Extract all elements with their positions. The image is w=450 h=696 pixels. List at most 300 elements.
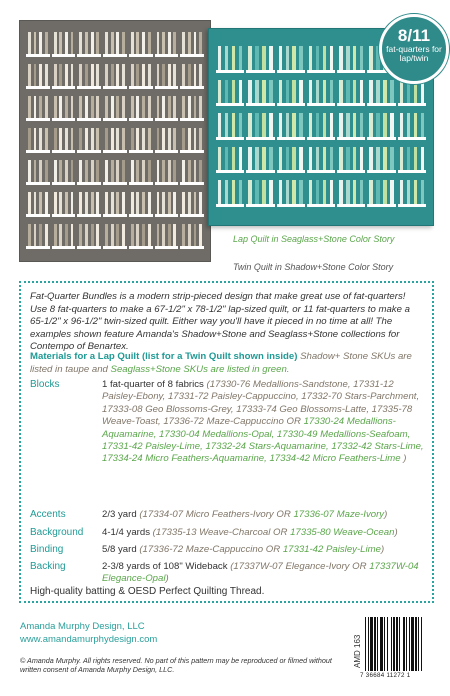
quilt-strip	[111, 64, 114, 86]
quilt-strip	[111, 32, 114, 54]
website-link[interactable]: www.amandamurphydesign.com	[20, 634, 158, 645]
quilt-strip	[262, 80, 265, 104]
quilt-strip	[173, 128, 176, 150]
quilt-strip	[316, 113, 319, 137]
quilt-strip	[279, 113, 282, 137]
quilt-strip	[162, 128, 165, 150]
badge-number: 8/11	[397, 26, 431, 45]
quilt-strip	[34, 128, 37, 150]
quilt-strip	[182, 160, 185, 182]
quilt-strip	[390, 147, 393, 171]
quilt-strip	[148, 160, 151, 182]
quilt-bar	[277, 204, 305, 207]
quilt-strip	[148, 224, 151, 246]
quilt-strip	[162, 160, 165, 182]
quilt-bar	[77, 54, 101, 57]
quilt-strip	[96, 224, 99, 246]
quilt-bar	[246, 70, 274, 73]
quilt-strip	[39, 128, 42, 150]
quilt-strip	[65, 192, 68, 214]
quilt-strip	[218, 180, 221, 204]
quilt-bar	[155, 182, 179, 185]
quilt-strip	[279, 46, 282, 70]
quilt-strip	[34, 64, 37, 86]
quilt-strip	[54, 192, 57, 214]
quilt-strip	[136, 128, 139, 150]
quilt-bar	[129, 86, 153, 89]
twin-quilt-image	[19, 20, 211, 262]
quilt-strip	[248, 180, 251, 204]
quilt-strip	[59, 128, 62, 150]
row-close: )	[384, 509, 388, 520]
quilt-strip	[323, 80, 326, 104]
quilt-strip	[188, 224, 191, 246]
quilt-strip	[157, 96, 160, 118]
quilt-strip	[225, 147, 228, 171]
quilt-strip	[232, 80, 235, 104]
quilt-bar	[155, 118, 179, 121]
quilt-bar	[129, 54, 153, 57]
quilt-strip	[239, 46, 242, 70]
quilt-strip	[71, 128, 74, 150]
quilt-strip	[131, 160, 134, 182]
quilt-bar	[337, 204, 365, 207]
quilt-strip	[79, 64, 82, 86]
quilt-strip	[59, 96, 62, 118]
quilt-strip	[339, 80, 342, 104]
barcode-bar	[393, 617, 395, 671]
quilt-strip	[65, 160, 68, 182]
quilt-strip	[279, 147, 282, 171]
row-label-background: Background	[30, 527, 84, 538]
quilt-strip	[96, 128, 99, 150]
row-body-accents	[102, 509, 424, 521]
row-green: 17336-07 Maze-Ivory	[293, 509, 385, 520]
quilt-strip	[330, 46, 333, 70]
quilt-strip	[142, 96, 145, 118]
quilt-strip	[194, 192, 197, 214]
quilt-strip	[262, 46, 265, 70]
quilt-strip	[28, 96, 31, 118]
quilt-strip	[148, 128, 151, 150]
quilt-strip	[168, 32, 171, 54]
quilt-bar	[216, 103, 244, 106]
quilt-strip	[269, 80, 272, 104]
quilt-bar	[52, 86, 76, 89]
quilt-strip	[369, 180, 372, 204]
quilt-strip	[131, 128, 134, 150]
quilt-strip	[116, 128, 119, 150]
quilt-strip	[136, 32, 139, 54]
quilt-strip	[299, 80, 302, 104]
quilt-bar	[246, 103, 274, 106]
quilt-strip	[182, 32, 185, 54]
quilt-strip	[162, 32, 165, 54]
quilt-strip	[383, 147, 386, 171]
quilt-strip	[71, 96, 74, 118]
row-taupe: (17334-07 Micro Feathers-Ivory	[139, 509, 277, 520]
quilt-strip	[299, 147, 302, 171]
quilt-bar	[337, 103, 365, 106]
quilt-strip	[39, 224, 42, 246]
row-green: 17337W-04 Elegance-Opal	[102, 561, 419, 585]
row-close: )	[400, 453, 407, 465]
quilt-bar	[398, 103, 426, 106]
quilt-strip	[59, 32, 62, 54]
quilt-strip	[407, 147, 410, 171]
quilt-bar	[77, 118, 101, 121]
quilt-strip	[255, 80, 258, 104]
barcode-digits: 7 36684 11272 1	[360, 672, 411, 679]
barcode-bar	[403, 617, 405, 671]
quilt-strip	[173, 224, 176, 246]
quilt-strip	[194, 32, 197, 54]
row-green: 17330-24 Medallions-Aquamarine, 17330-04 Medallions-Opal, 17330-49 Medallions-Seafoam, 17331-42 Paisley-Lime, 17332-24 Stars-Aquamarine, 17332-42 Stars-Lime, 17334-24 Micro Feathers-Aquamarine, 17334-42 Micro Feathers-Lime	[102, 416, 424, 465]
quilt-strip	[346, 80, 349, 104]
quilt-strip	[85, 64, 88, 86]
quilt-strip	[54, 32, 57, 54]
quilt-strip	[91, 96, 94, 118]
quilt-strip	[369, 80, 372, 104]
quilt-strip	[316, 46, 319, 70]
quilt-strip	[173, 64, 176, 86]
barcode-bar	[409, 617, 410, 671]
quilt-strip	[299, 46, 302, 70]
quilt-strip	[225, 180, 228, 204]
quilt-strip	[105, 64, 108, 86]
quilt-strip	[28, 192, 31, 214]
quilt-strip	[376, 80, 379, 104]
quilt-strip	[182, 96, 185, 118]
quilt-bar	[129, 246, 153, 249]
quilt-strip	[39, 160, 42, 182]
quilt-strip	[330, 147, 333, 171]
intro-paragraph: Fat-Quarter Bundles is a modern strip-pieced design that make great use of fat-quarters! Use 8 fat-quarters to make a 67-1/2" x 78-1/2" lap-sized quilt, or 11 fat-quarters to make a 65-1/2" x 96-1/2" twin-sized quilt. Either way you'll have it pieced in no time at all! The examples shown feature Amanda's Shadow+Stone and Seaglass+Stone collections for Contempo of Benartex.	[30, 291, 410, 353]
quilt-strip	[136, 224, 139, 246]
barcode-bar	[421, 617, 422, 671]
quilt-strip	[45, 192, 48, 214]
quilt-strip	[218, 46, 221, 70]
quilt-strip	[400, 113, 403, 137]
quilt-strip	[339, 113, 342, 137]
quilt-strip	[59, 192, 62, 214]
quilt-strip	[199, 96, 202, 118]
quilt-strip	[383, 80, 386, 104]
row-label-backing: Backing	[30, 561, 66, 572]
materials-heading	[30, 351, 422, 376]
quilt-strip	[199, 128, 202, 150]
quilt-strip	[182, 64, 185, 86]
quilt-strip	[330, 113, 333, 137]
quilt-strip	[279, 80, 282, 104]
quilt-strip	[376, 180, 379, 204]
barcode-image	[365, 617, 437, 671]
quilt-strip	[91, 224, 94, 246]
quilt-strip	[346, 180, 349, 204]
row-taupe: (17336-72 Maze-Cappuccino	[139, 544, 266, 555]
quilt-strip	[292, 147, 295, 171]
quilt-strip	[292, 46, 295, 70]
quilt-strip	[116, 160, 119, 182]
quilt-strip	[239, 180, 242, 204]
quilt-bar	[52, 118, 76, 121]
quilt-bar	[103, 182, 127, 185]
quilt-strip	[316, 80, 319, 104]
quilt-strip	[122, 224, 125, 246]
quilt-strip	[71, 32, 74, 54]
quilt-strip	[218, 147, 221, 171]
barcode-bar	[399, 617, 400, 671]
quilt-strip	[79, 96, 82, 118]
quilt-strip	[353, 113, 356, 137]
quilt-bar	[77, 150, 101, 153]
quilt-strip	[168, 96, 171, 118]
quilt-strip	[353, 147, 356, 171]
quilt-strip	[28, 128, 31, 150]
quilt-strip	[360, 180, 363, 204]
quilt-bar	[307, 204, 335, 207]
row-plain: 1 fat-quarter of 8 fabrics	[102, 379, 207, 390]
quilt-strip	[122, 32, 125, 54]
quilt-strip	[173, 192, 176, 214]
quilt-strip	[353, 180, 356, 204]
quilt-strip	[28, 224, 31, 246]
quilt-strip	[59, 160, 62, 182]
quilt-strip	[116, 192, 119, 214]
quilt-bar	[52, 214, 76, 217]
quilt-bar	[26, 182, 50, 185]
quilt-strip	[292, 180, 295, 204]
quilt-strip	[79, 224, 82, 246]
quilt-strip	[346, 113, 349, 137]
lap-quilt-caption: Lap Quilt in Seaglass+Stone Color Story	[233, 234, 395, 244]
quilt-strip	[173, 32, 176, 54]
quilt-bar	[277, 70, 305, 73]
quilt-strip	[131, 64, 134, 86]
quilt-strip	[157, 32, 160, 54]
sku-label: AMD 163	[353, 634, 362, 668]
barcode-bar	[374, 617, 376, 671]
quilt-strip	[85, 160, 88, 182]
quilt-strip	[59, 64, 62, 86]
quilt-strip	[182, 128, 185, 150]
quilt-strip	[309, 113, 312, 137]
quilt-bar	[129, 150, 153, 153]
quilt-strip	[136, 192, 139, 214]
quilt-strip	[34, 160, 37, 182]
quilt-strip	[360, 147, 363, 171]
quilt-bar	[26, 214, 50, 217]
quilt-strip	[248, 46, 251, 70]
quilt-strip	[85, 128, 88, 150]
quilt-strip	[188, 192, 191, 214]
quilt-strip	[45, 128, 48, 150]
quilt-strip	[96, 96, 99, 118]
quilt-strip	[269, 180, 272, 204]
quilt-strip	[168, 160, 171, 182]
quilt-strip	[353, 46, 356, 70]
quilt-strip	[299, 113, 302, 137]
barcode-bar	[415, 617, 417, 671]
quilt-strip	[390, 80, 393, 104]
quilt-bar	[367, 137, 395, 140]
quilt-strip	[79, 192, 82, 214]
quilt-strip	[269, 113, 272, 137]
quilt-strip	[173, 160, 176, 182]
quilt-strip	[148, 32, 151, 54]
row-taupe: (17337W-07 Elegance-Ivory	[230, 561, 353, 572]
quilt-strip	[54, 64, 57, 86]
quilt-strip	[157, 64, 160, 86]
quilt-strip	[45, 160, 48, 182]
quilt-bar	[307, 103, 335, 106]
quilt-strip	[248, 113, 251, 137]
quilt-strip	[199, 192, 202, 214]
quilt-strip	[142, 32, 145, 54]
quilt-strip	[71, 64, 74, 86]
quilt-bar	[216, 204, 244, 207]
row-close: )	[394, 527, 398, 538]
quilt-strip	[248, 147, 251, 171]
quilt-strip	[85, 192, 88, 214]
barcode-bar	[380, 617, 383, 671]
quilt-strip	[116, 64, 119, 86]
quilt-strip	[116, 96, 119, 118]
quilt-strip	[54, 160, 57, 182]
quilt-strip	[390, 113, 393, 137]
quilt-strip	[39, 32, 42, 54]
quilt-strip	[157, 224, 160, 246]
quilt-strip	[323, 147, 326, 171]
quilt-strip	[136, 64, 139, 86]
quilt-strip	[28, 64, 31, 86]
barcode-bar	[368, 617, 369, 671]
quilt-bar	[216, 170, 244, 173]
row-or: OR	[276, 509, 294, 520]
quilt-bar	[307, 70, 335, 73]
quilt-strip	[262, 180, 265, 204]
quilt-bar	[155, 86, 179, 89]
quilt-bar	[77, 246, 101, 249]
row-or: OR	[286, 416, 304, 428]
quilt-bar	[129, 118, 153, 121]
row-body-blocks	[102, 379, 424, 466]
quilt-bar	[180, 86, 204, 89]
quilt-strip	[173, 96, 176, 118]
quilt-bar	[26, 86, 50, 89]
quilt-bar	[246, 204, 274, 207]
quilt-strip	[369, 46, 372, 70]
quilt-bar	[337, 170, 365, 173]
quilt-strip	[309, 180, 312, 204]
quilt-strip	[85, 224, 88, 246]
row-body-binding	[102, 544, 424, 556]
quilt-strip	[142, 64, 145, 86]
quilt-strip	[131, 96, 134, 118]
quilt-bar	[77, 182, 101, 185]
quilt-strip	[360, 46, 363, 70]
quilt-strip	[360, 113, 363, 137]
quilt-strip	[309, 80, 312, 104]
quilt-strip	[105, 96, 108, 118]
quilt-bar	[216, 137, 244, 140]
row-plain: 2-3/8 yards of 108" Wideback	[102, 561, 231, 572]
barcode-bar	[387, 617, 388, 671]
row-plain: 4-1/4 yards	[102, 527, 153, 538]
barcode-bar	[377, 617, 378, 671]
quilt-strip	[168, 192, 171, 214]
quilt-strip	[369, 147, 372, 171]
quilt-strip	[142, 128, 145, 150]
quilt-bar	[180, 150, 204, 153]
quilt-strip	[225, 113, 228, 137]
batting-note: High-quality batting & OESD Perfect Quilting Thread.	[30, 586, 265, 597]
quilt-bar	[103, 86, 127, 89]
quilt-strip	[309, 147, 312, 171]
quilt-strip	[142, 224, 145, 246]
quilt-strip	[353, 80, 356, 104]
quilt-bar	[398, 204, 426, 207]
quilt-strip	[194, 128, 197, 150]
quilt-strip	[142, 160, 145, 182]
quilt-bar	[180, 54, 204, 57]
quilt-strip	[239, 80, 242, 104]
quilt-strip	[111, 128, 114, 150]
quilt-strip	[286, 180, 289, 204]
quilt-strip	[131, 192, 134, 214]
quilt-strip	[105, 32, 108, 54]
quilt-bar	[26, 54, 50, 57]
quilt-strip	[122, 192, 125, 214]
quilt-strip	[39, 64, 42, 86]
barcode-bar	[396, 617, 398, 671]
quilt-strip	[148, 192, 151, 214]
quilt-strip	[194, 64, 197, 86]
quilt-bar	[155, 150, 179, 153]
row-green: 17335-80 Weave-Ocean	[290, 527, 395, 538]
quilt-strip	[421, 147, 424, 171]
quilt-strip	[346, 147, 349, 171]
quilt-strip	[34, 96, 37, 118]
quilt-strip	[105, 128, 108, 150]
quilt-strip	[194, 160, 197, 182]
copyright-notice: © Amanda Murphy. All rights reserved. No part of this pattern may be reproduced or filmed without written consent of Amanda Murphy Design, LLC.	[20, 656, 332, 674]
quilt-bar	[367, 103, 395, 106]
quilt-strip	[199, 64, 202, 86]
quilt-strip	[360, 80, 363, 104]
quilt-strip	[91, 160, 94, 182]
quilt-bar	[26, 118, 50, 121]
quilt-strip	[54, 128, 57, 150]
quilt-strip	[286, 113, 289, 137]
quilt-strip	[45, 96, 48, 118]
quilt-strip	[122, 160, 125, 182]
quilt-strip	[339, 46, 342, 70]
quilt-strip	[376, 147, 379, 171]
quilt-bar	[337, 137, 365, 140]
quilt-strip	[225, 80, 228, 104]
quilt-strip	[330, 80, 333, 104]
quilt-bar	[307, 170, 335, 173]
quilt-strip	[65, 128, 68, 150]
row-body-background	[102, 527, 424, 539]
barcode-bar	[370, 617, 373, 671]
materials-title: Materials for a Lap Quilt (list for a Twin Quilt shown inside)	[30, 351, 298, 362]
quilt-bar	[277, 170, 305, 173]
quilt-bar	[277, 103, 305, 106]
row-close: )	[165, 573, 169, 585]
quilt-strip	[376, 113, 379, 137]
